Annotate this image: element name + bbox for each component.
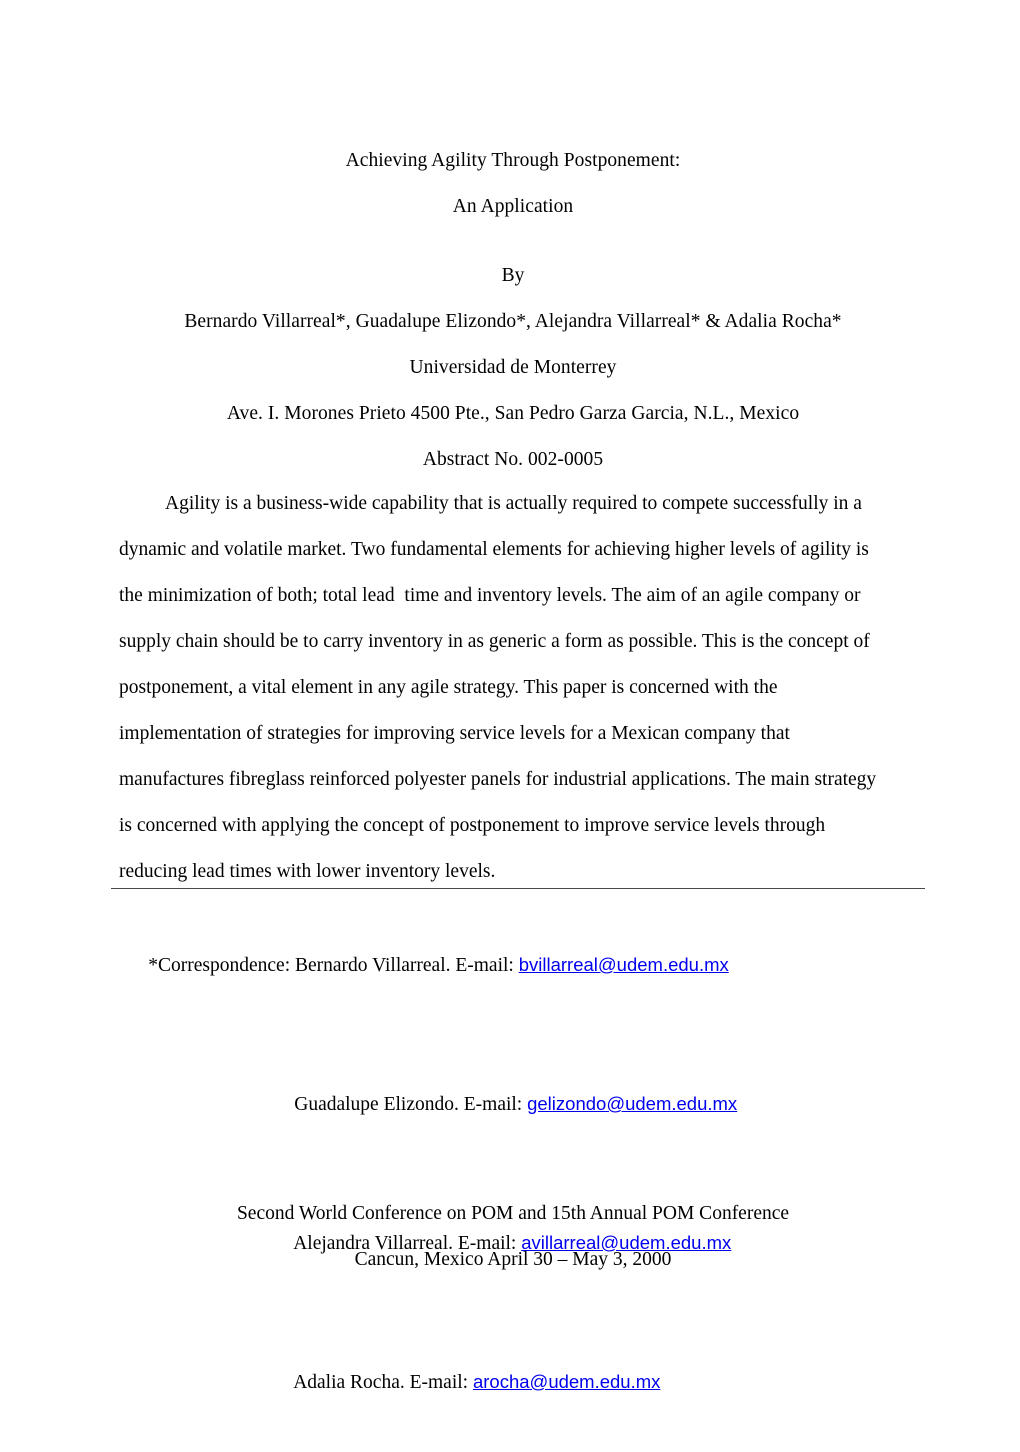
conference-location-date: Cancun, Mexico April 30 – May 3, 2000: [354, 1249, 672, 1270]
footnote-separator-rule: [111, 888, 925, 889]
abstract-body: [119, 481, 905, 895]
abstract-line: Agility is a business-wide capability that is actually required to compete successfully in a: [165, 493, 862, 514]
email-link-avillarreal[interactable]: avillarreal@udem.edu.mx: [521, 1232, 732, 1253]
conference-name: Second World Conference on POM and 15th Annual POM Conference: [236, 1203, 790, 1224]
title-header-block: [118, 138, 908, 483]
abstract-line: reducing lead times with lower inventory levels.: [119, 861, 496, 882]
paper-title-line-2: An Application: [452, 196, 574, 217]
affiliation: Universidad de Monterrey: [409, 357, 617, 378]
by-label: By: [501, 265, 525, 286]
abstract-line: dynamic and volatile market. Two fundamental elements for achieving higher levels of agility is: [119, 539, 869, 560]
correspondence-entry: [119, 1313, 919, 1452]
email-link-gelizondo[interactable]: gelizondo@udem.edu.mx: [527, 1093, 738, 1114]
correspondence-label: Adalia Rocha. E-mail:: [293, 1372, 473, 1393]
abstract-line: implementation of strategies for improving service levels for a Mexican company that: [119, 723, 790, 744]
author-list: Bernardo Villarreal*, Guadalupe Elizondo*, Alejandra Villarreal* & Adalia Rocha*: [184, 311, 842, 332]
abstract-line: is concerned with applying the concept of postponement to improve service levels through: [119, 815, 826, 836]
correspondence-label: *Correspondence: Bernardo Villarreal. E-mail:: [148, 955, 519, 976]
correspondence-label: Guadalupe Elizondo. E-mail:: [294, 1094, 528, 1115]
correspondence-label: Alejandra Villarreal. E-mail:: [293, 1233, 522, 1254]
correspondence-entry: [119, 896, 919, 1035]
email-link-bvillarreal[interactable]: bvillarreal@udem.edu.mx: [518, 954, 729, 975]
conference-footer: [118, 1191, 908, 1283]
email-link-arocha[interactable]: arocha@udem.edu.mx: [472, 1371, 661, 1392]
abstract-line: supply chain should be to carry inventory in as generic a form as possible. This is the concept of: [119, 631, 870, 652]
abstract-line: postponement, a vital element in any agile strategy. This paper is concerned with the: [119, 677, 778, 698]
abstract-number: Abstract No. 002-0005: [422, 449, 604, 470]
correspondence-footnote: [119, 896, 919, 1452]
abstract-line: the minimization of both; total lead time and inventory levels. The aim of an agile company or: [119, 585, 861, 606]
address: Ave. I. Morones Prieto 4500 Pte., San Pedro Garza Garcia, N.L., Mexico: [226, 403, 800, 424]
abstract-line: manufactures fibreglass reinforced polyester panels for industrial applications. The main strategy: [119, 769, 877, 790]
paper-title-line-1: Achieving Agility Through Postponement:: [345, 150, 681, 171]
correspondence-entry: [119, 1035, 919, 1174]
